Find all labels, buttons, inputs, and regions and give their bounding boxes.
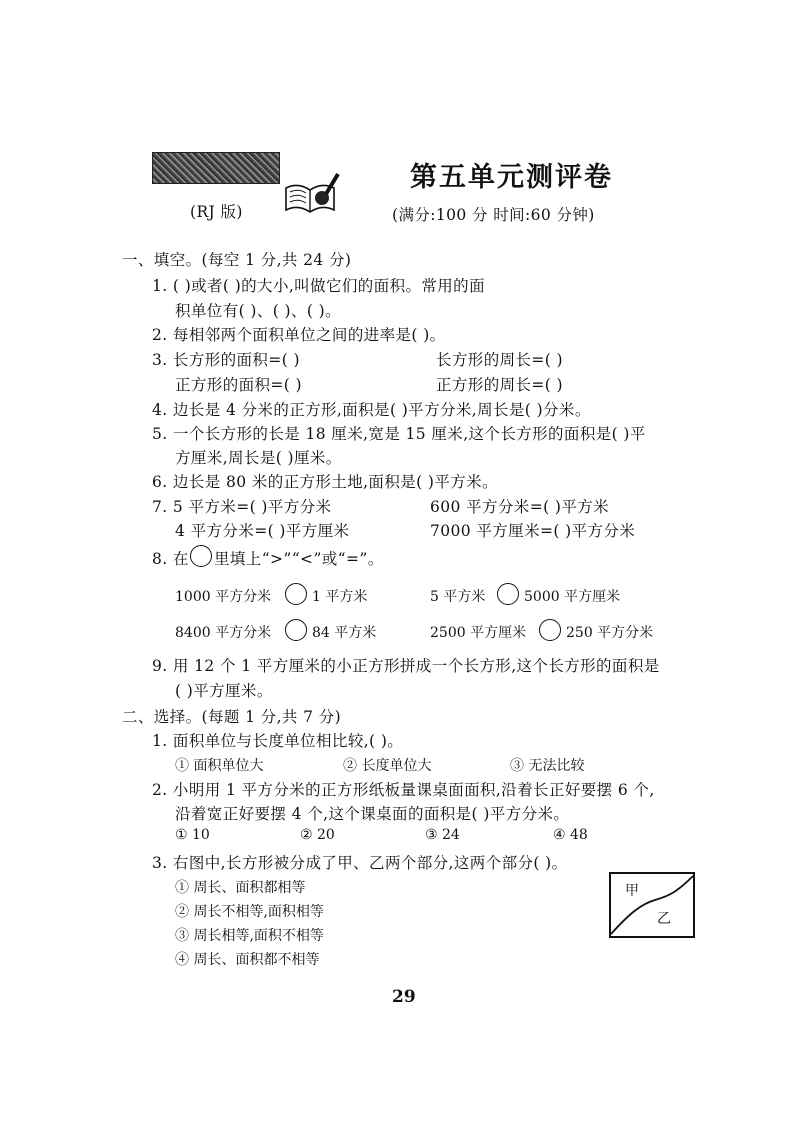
page-number: 29 xyxy=(392,987,416,1007)
section-heading-choice: 二、选择。(每题 1 分,共 7 分) xyxy=(122,708,342,726)
choice-option[interactable]: ④ 周长、面积都不相等 xyxy=(175,952,320,968)
choice-option[interactable]: ④ 48 xyxy=(553,827,588,843)
question-text: 9. 用 12 个 1 平方厘米的小正方形拼成一个长方形,这个长方形的面积是 xyxy=(152,657,660,675)
choice-option[interactable]: ① 10 xyxy=(175,827,210,843)
dividing-curve xyxy=(611,874,693,936)
question-text: 4 平方分米=( )平方厘米 xyxy=(175,522,350,540)
edition-label: (RJ 版) xyxy=(190,203,243,221)
choice-option[interactable]: ② 周长不相等,面积相等 xyxy=(175,904,324,920)
compare-right: 5000 平方厘米 xyxy=(524,589,621,605)
compare-right: 250 平方分米 xyxy=(566,625,654,641)
choice-option[interactable]: ① 面积单位大 xyxy=(175,758,264,774)
question-text: 方厘米,周长是( )厘米。 xyxy=(175,449,342,467)
region-label-jia: 甲 xyxy=(625,883,639,899)
question-text: 6. 边长是 80 米的正方形土地,面积是( )平方米。 xyxy=(152,473,498,491)
choice-option[interactable]: ③ 无法比较 xyxy=(510,758,585,774)
compare-circle[interactable] xyxy=(539,619,561,641)
page-title: 第五单元测评卷 xyxy=(410,162,613,193)
question-text: 2. 每相邻两个面积单位之间的进率是( )。 xyxy=(152,326,446,344)
question-text: 里填上“>”“<”或“=”。 xyxy=(214,550,384,568)
compare-circle[interactable] xyxy=(497,583,519,605)
compare-circle[interactable] xyxy=(285,583,307,605)
compare-left: 5 平方米 xyxy=(430,589,486,605)
choice-option[interactable]: ② 长度单位大 xyxy=(343,758,432,774)
section-heading-fill-blank: 一、填空。(每空 1 分,共 24 分) xyxy=(122,251,352,269)
question-text: ( )平方厘米。 xyxy=(175,682,273,700)
compare-circle[interactable] xyxy=(285,619,307,641)
question-text: 1. 面积单位与长度单位相比较,( )。 xyxy=(152,732,404,750)
book-pen-icon xyxy=(282,170,342,216)
question-text: 600 平方分米=( )平方米 xyxy=(430,498,610,516)
question-text: 积单位有( )、( )、( )。 xyxy=(175,302,341,320)
choice-option[interactable]: ② 20 xyxy=(300,827,335,843)
choice-option[interactable]: ③ 周长相等,面积不相等 xyxy=(175,928,324,944)
question-text: 3. 长方形的面积=( ) xyxy=(152,351,300,369)
question-text: 1. ( )或者( )的大小,叫做它们的面积。常用的面 xyxy=(152,277,485,295)
question-text: 2. 小明用 1 平方分米的正方形纸板量课桌面面积,沿着长正好要摆 6 个, xyxy=(152,781,655,799)
choice-option[interactable]: ③ 24 xyxy=(425,827,460,843)
compare-left: 8400 平方分米 xyxy=(175,625,272,641)
region-label-yi: 乙 xyxy=(657,911,671,927)
question-text: 正方形的周长=( ) xyxy=(436,376,564,394)
question-text: 3. 右图中,长方形被分成了甲、乙两个部分,这两个部分( )。 xyxy=(152,854,568,872)
score-time-info: (满分:100 分 时间:60 分钟) xyxy=(392,206,595,224)
question-text: 5. 一个长方形的长是 18 厘米,宽是 15 厘米,这个长方形的面积是( )平 xyxy=(152,425,646,443)
compare-right: 84 平方米 xyxy=(312,625,377,641)
question-text: 长方形的周长=( ) xyxy=(436,351,564,369)
question-text: 沿着宽正好要摆 4 个,这个课桌面的面积是( )平方分米。 xyxy=(175,805,570,823)
compare-left: 2500 平方厘米 xyxy=(430,625,527,641)
question-text: 7000 平方厘米=( )平方分米 xyxy=(430,522,636,540)
question-text: 8. 在 xyxy=(152,550,189,568)
section-badge-graphic xyxy=(152,152,280,184)
question-text: 4. 边长是 4 分米的正方形,面积是( )平方分米,周长是( )分米。 xyxy=(152,401,591,419)
compare-right: 1 平方米 xyxy=(312,589,368,605)
compare-left: 1000 平方分米 xyxy=(175,589,272,605)
choice-option[interactable]: ① 周长、面积都相等 xyxy=(175,880,306,896)
compare-circle xyxy=(190,545,212,567)
question-text: 正方形的面积=( ) xyxy=(175,376,303,394)
question-text: 7. 5 平方米=( )平方分米 xyxy=(152,498,332,516)
divided-rectangle-figure xyxy=(609,872,695,938)
